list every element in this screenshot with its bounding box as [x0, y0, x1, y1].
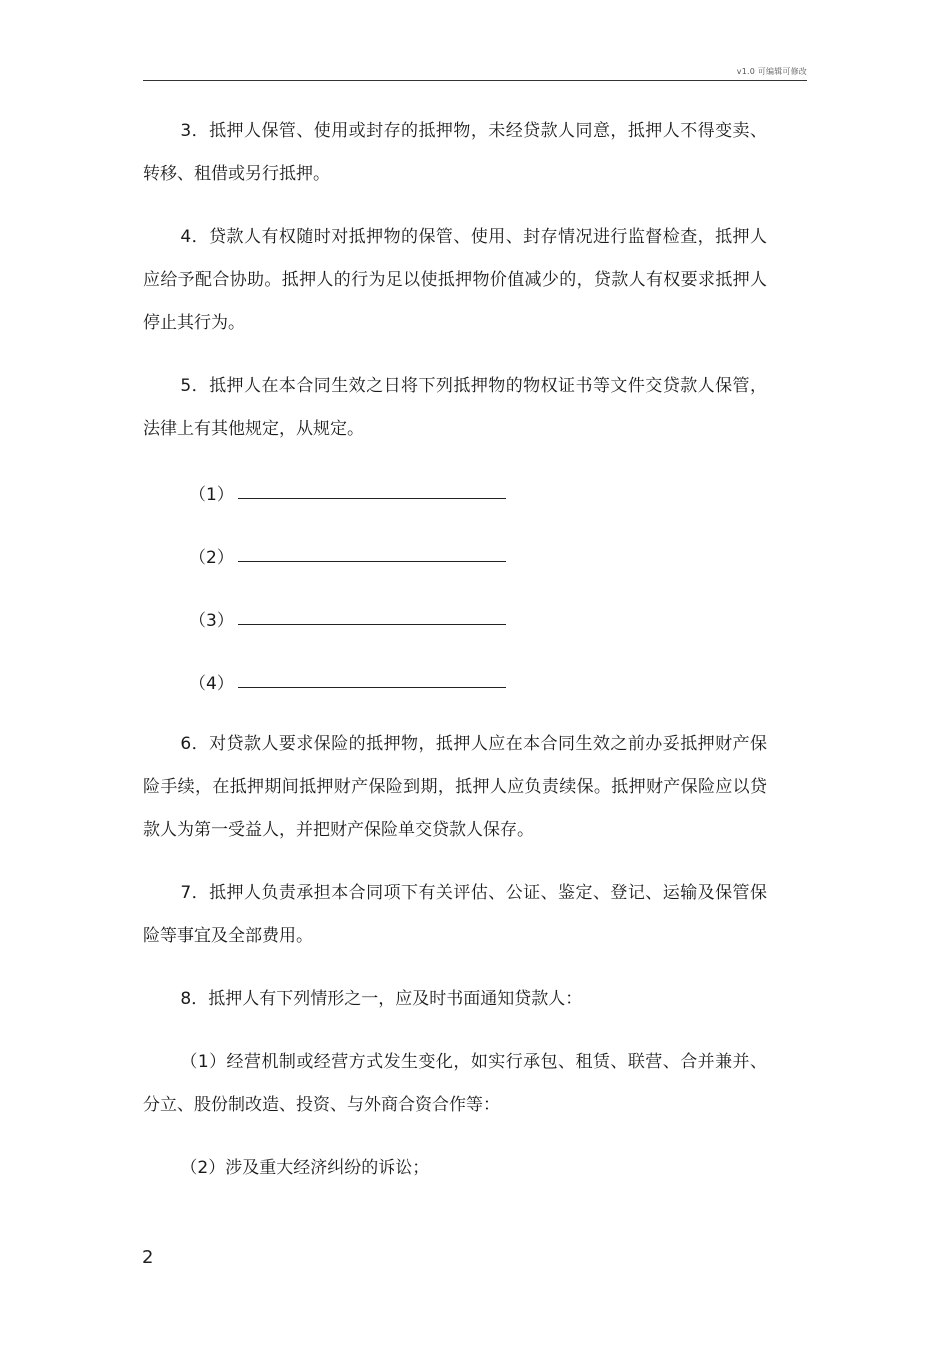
- blank-item-label: （4）: [189, 674, 234, 694]
- clause-8: 8．抵押人有下列情形之一，应及时书面通知贷款人：: [180, 989, 583, 1009]
- header-version-label: v1.0 可编辑可修改: [736, 67, 807, 76]
- blank-item-3: [143, 597, 767, 640]
- clause-5: 5．抵押人在本合同生效之日将下列抵押物的物权证书等文件交贷款人保管，法律上有其他规定，从规定。: [143, 376, 767, 439]
- clause-8-item-2: （2）涉及重大经济纠纷的诉讼；: [180, 1158, 430, 1178]
- fill-in-blank: [238, 549, 506, 562]
- document-body: [143, 110, 767, 1190]
- blank-item-label: （3）: [189, 611, 234, 631]
- fill-in-blank: [238, 612, 506, 625]
- clause-8-item-1: （1）经营机制或经营方式发生变化，如实行承包、租赁、联营、合并兼并、分立、股份制改造、投资、与外商合资合作等：: [143, 1052, 767, 1115]
- fill-in-blank: [238, 486, 506, 499]
- blank-item-label: （1）: [189, 485, 234, 505]
- clause-7: 7．抵押人负责承担本合同项下有关评估、公证、鉴定、登记、运输及保管保险等事宜及全部费用。: [143, 883, 767, 946]
- fill-in-blank: [238, 675, 506, 688]
- clause-6: 6．对贷款人要求保险的抵押物，抵押人应在本合同生效之前办妥抵押财产保险手续，在抵押期间抵押财产保险到期，抵押人应负责续保。抵押财产保险应以贷款人为第一受益人，并把财产保险单交贷款人保存。: [143, 734, 767, 840]
- page-number: 2: [142, 1247, 154, 1268]
- blank-item-1: [143, 471, 767, 514]
- clause-4: 4．贷款人有权随时对抵押物的保管、使用、封存情况进行监督检查，抵押人应给予配合协助。抵押人的行为足以使抵押物价值减少的，贷款人有权要求抵押人停止其行为。: [143, 227, 767, 333]
- clause-3: 3．抵押人保管、使用或封存的抵押物，未经贷款人同意，抵押人不得变卖、转移、租借或另行抵押。: [143, 121, 767, 184]
- blank-item-4: [143, 660, 767, 703]
- header-rule: [143, 80, 807, 81]
- blank-item-2: [143, 534, 767, 577]
- blank-item-label: （2）: [189, 548, 234, 568]
